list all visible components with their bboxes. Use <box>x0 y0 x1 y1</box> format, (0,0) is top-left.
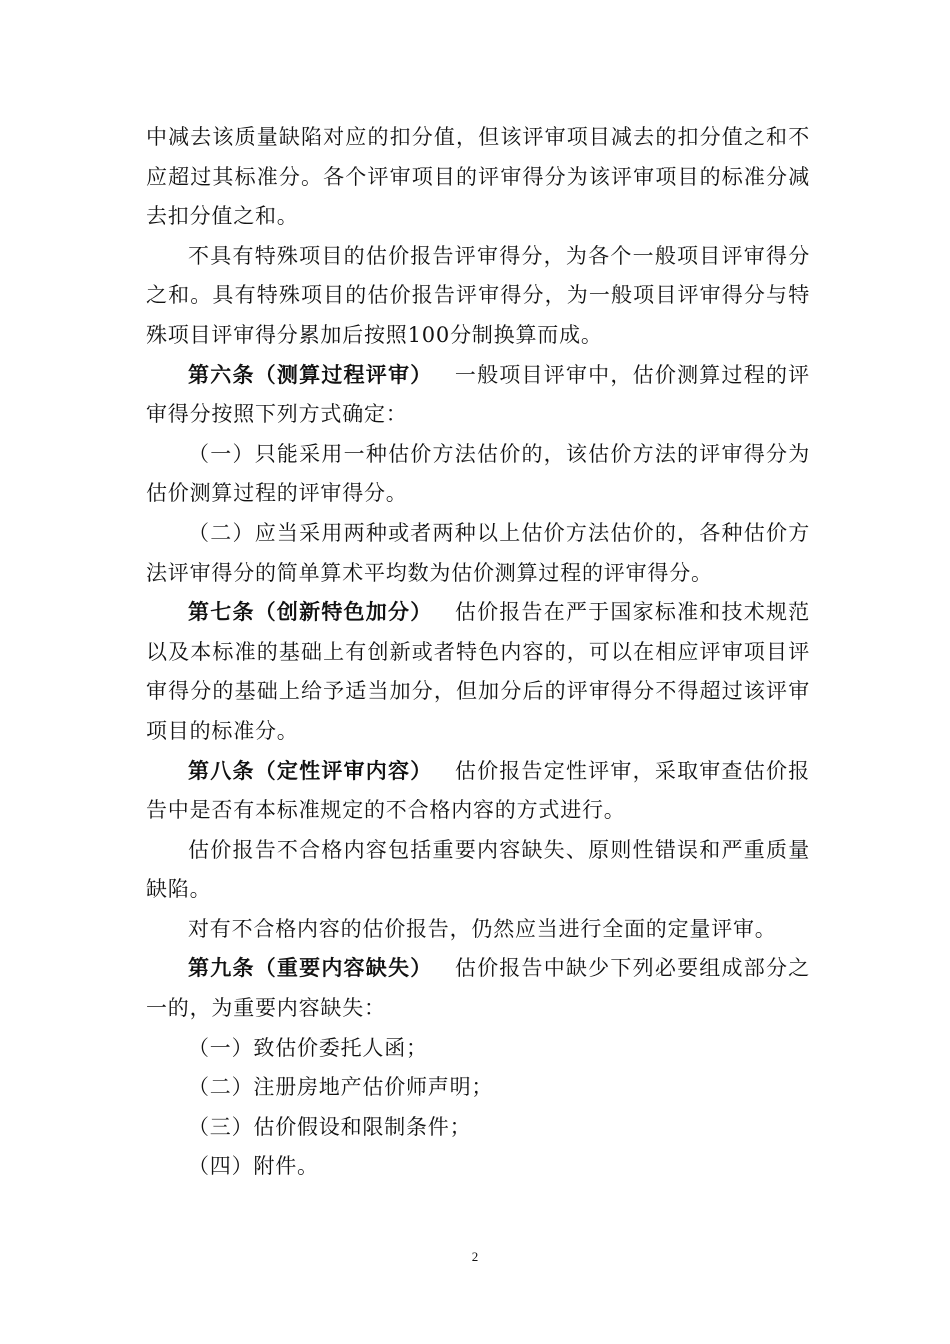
article-8-paragraph-3: 对有不合格内容的估价报告，仍然应当进行全面的定量评审。 <box>188 916 777 941</box>
article-9-item-3: （三）估价假设和限制条件； <box>188 1114 472 1139</box>
article-6 <box>146 356 810 435</box>
article-7-text: 估价报告在严于国家标准和技术规范以及本标准的基础上有创新或者特色内容的，可以在相应评审项目评审得分的基础上给予适当加分，但加分后的评审得分不得超过该评审项目的标准分。 <box>146 600 810 743</box>
article-6-item-2: （二）应当采用两种或者两种以上估价方法估价的，各种估价方法评审得分的简单算术平均数为估价测算过程的评审得分。 <box>146 520 810 585</box>
article-8-heading: 第八条（定性评审内容） <box>188 758 433 783</box>
article-8 <box>146 752 810 831</box>
document-body <box>146 118 810 1187</box>
article-9 <box>146 949 810 1028</box>
article-6-text: 一般项目评审中，估价测算过程的评审得分按照下列方式确定： <box>146 362 810 427</box>
article-9-item-4: （四）附件。 <box>188 1154 319 1179</box>
paragraph-continuation: 中减去该质量缺陷对应的扣分值，但该评审项目减去的扣分值之和不应超过其标准分。各个评审项目的评审得分为该评审项目的标准分减去扣分值之和。 <box>146 125 810 229</box>
article-9-heading: 第九条（重要内容缺失） <box>188 956 433 981</box>
page-number: 2 <box>471 1249 479 1264</box>
article-6-heading: 第六条（测算过程评审） <box>188 362 433 387</box>
article-9-item-2: （二）注册房地产估价师声明； <box>188 1075 494 1100</box>
article-8-paragraph-2: 估价报告不合格内容包括重要内容缺失、原则性错误和严重质量缺陷。 <box>146 837 810 902</box>
article-6-item-1: （一）只能采用一种估价方法估价的，该估价方法的评审得分为估价测算过程的评审得分。 <box>146 441 810 506</box>
article-7 <box>146 593 810 751</box>
article-8-text: 估价报告定性评审，采取审查估价报告中是否有本标准规定的不合格内容的方式进行。 <box>146 758 810 823</box>
article-9-text: 估价报告中缺少下列必要组成部分之一的，为重要内容缺失： <box>146 956 810 1021</box>
article-9-item-1: （一）致估价委托人函； <box>188 1035 428 1060</box>
article-7-heading: 第七条（创新特色加分） <box>188 600 433 625</box>
paragraph-scoring-summary: 不具有特殊项目的估价报告评审得分，为各个一般项目评审得分之和。具有特殊项目的估价报告评审得分，为一般项目评审得分与特殊项目评审得分累加后按照100分制换算而成。 <box>146 243 810 347</box>
